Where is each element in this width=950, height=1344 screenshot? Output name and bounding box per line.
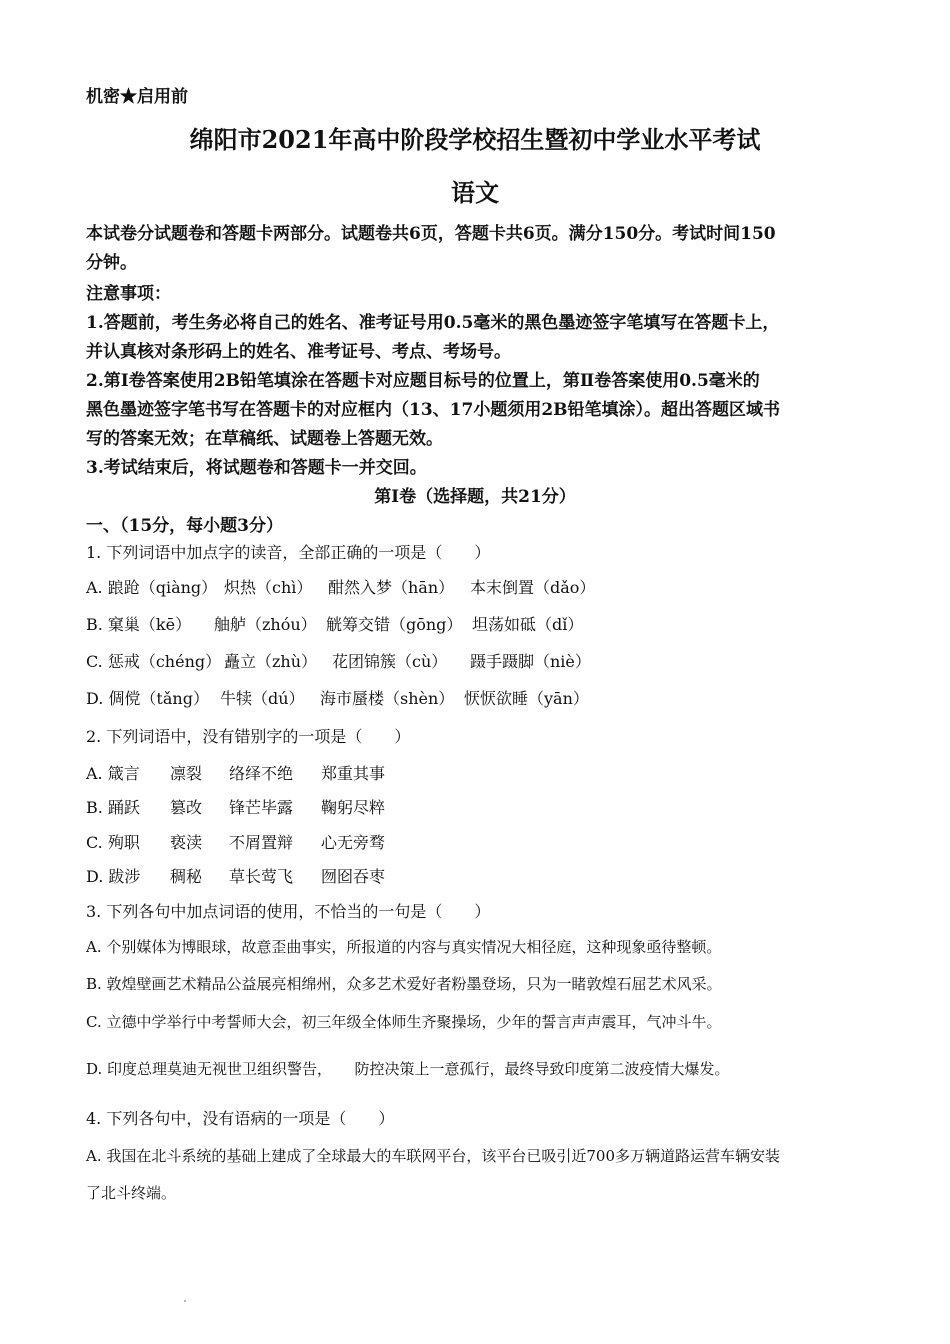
- notice-item: 写的答案无效；在草稿纸、试题卷上答题无效。: [86, 429, 443, 449]
- option-word: 本末倒置（dǎo）: [470, 578, 596, 597]
- question-3-option-a: A. 个别媒体为博眼球，故意歪曲事实，所报道的内容与真实情况大相径庭，这种现象亟待整顿。: [86, 938, 722, 956]
- option-word: 炽热（chì）: [224, 578, 313, 597]
- option-word: B. 踊跃: [86, 798, 140, 817]
- option-word: 锋芒毕露: [229, 798, 294, 817]
- option-word: B. 窠巢（kē）: [86, 615, 192, 634]
- notice-item: 并认真核对条形码上的姓名、准考证号、考点、考场号。: [86, 342, 511, 362]
- option-word: 牛犊（dú）: [220, 689, 305, 708]
- intro-line-1: 本试卷分试题卷和答题卡两部分。试题卷共6页，答题卡共6页。满分150分。考试时间150: [86, 224, 776, 244]
- option-word: 鞠躬尽粹: [321, 798, 386, 817]
- question-1-stem: 1. 下列词语中加点字的读音，全部正确的一项是（ ）: [86, 543, 491, 562]
- option-word: 亵渎: [170, 833, 203, 852]
- notice-item: 黑色墨迹签字笔书写在答题卡的对应框内（13、17小题须用2B铅笔填涂）。超出答题区域书: [86, 400, 781, 420]
- subject-title: 语文: [451, 178, 499, 207]
- option-word: 花团锦簇（cù）: [332, 652, 448, 671]
- intro-line-2: 分钟。: [86, 253, 137, 273]
- option-word: 心无旁骛: [321, 833, 386, 852]
- option-word: C. 惩戒（chéng）: [86, 652, 222, 671]
- confidential-label: 机密★启用前: [86, 87, 188, 107]
- option-word: 囫囵吞枣: [321, 867, 386, 886]
- option-word: C. 殉职: [86, 833, 140, 852]
- option-word: 恹恹欲睡（yān）: [464, 689, 589, 708]
- option-word: 凛裂: [170, 764, 203, 783]
- option-word: 篡改: [170, 798, 203, 817]
- option-word: 舳舻（zhóu）: [214, 615, 317, 634]
- option-word: 觥筹交错（gōng）: [326, 615, 463, 634]
- option-word: 矗立（zhù）: [224, 652, 318, 671]
- question-4-stem: 4. 下列各句中，没有语病的一项是（ ）: [86, 1109, 395, 1128]
- notice-item: 2.第Ⅰ卷答案使用2B铅笔填涂在答题卡对应题目标号的位置上，第Ⅱ卷答案使用0.5毫米的: [86, 371, 760, 391]
- option-word: 坦荡如砥（dǐ）: [472, 615, 584, 634]
- section-title: 第Ⅰ卷（选择题，共21分）: [374, 487, 576, 507]
- part-heading: 一、（15分，每小题3分）: [86, 516, 283, 536]
- option-word: 络绎不绝: [229, 764, 294, 783]
- option-word: 不屑置辩: [229, 833, 294, 852]
- question-3-option-d: D. 印度总理莫迪无视世卫组织警告， 防控决策上一意孤行，最终导致印度第二波疫情大爆发。: [86, 1060, 730, 1078]
- question-4-option-a-line-1: A. 我国在北斗系统的基础上建成了全球最大的车联网平台，该平台已吸引近700多万辆道路运营车辆安装: [86, 1147, 781, 1165]
- option-word: A. 箴言: [86, 764, 140, 783]
- exam-title: 绵阳市2021年高中阶段学校招生暨初中学业水平考试: [189, 125, 761, 154]
- question-2-stem: 2. 下列词语中，没有错别字的一项是（ ）: [86, 727, 411, 746]
- question-3-option-b: B. 敦煌壁画艺术精品公益展亮相绵州，众多艺术爱好者粉墨登场，只为一睹敦煌石屈艺术风采。: [86, 975, 722, 993]
- question-3-option-c: C. 立德中学举行中考誓师大会，初三年级全体师生齐聚操场，少年的誓言声声震耳，气冲斗牛。: [86, 1013, 722, 1031]
- option-word: 草长莺飞: [229, 867, 294, 886]
- option-word: 郑重其事: [321, 764, 386, 783]
- scan-speck: [184, 1300, 186, 1302]
- question-4-option-a-line-2: 了北斗终端。: [86, 1184, 177, 1202]
- option-word: 蹑手蹑脚（niè）: [470, 652, 591, 671]
- notice-item: 3.考试结束后，将试题卷和答题卡一并交回。: [86, 458, 427, 478]
- notice-heading: 注意事项：: [86, 284, 171, 304]
- option-word: D. 倜傥（tǎng）: [86, 689, 209, 708]
- option-word: 酣然入梦（hān）: [328, 578, 455, 597]
- option-word: 稠秘: [170, 867, 203, 886]
- option-word: 海市蜃楼（shèn）: [320, 689, 455, 708]
- question-3-stem: 3. 下列各句中加点词语的使用，不恰当的一句是（ ）: [86, 902, 491, 921]
- option-word: A. 踉跄（qiàng）: [86, 578, 218, 597]
- option-word: D. 跋涉: [86, 867, 141, 886]
- notice-item: 1.答题前，考生务必将自己的姓名、准考证号用0.5毫米的黑色墨迹签字笔填写在答题卡上，: [86, 313, 780, 333]
